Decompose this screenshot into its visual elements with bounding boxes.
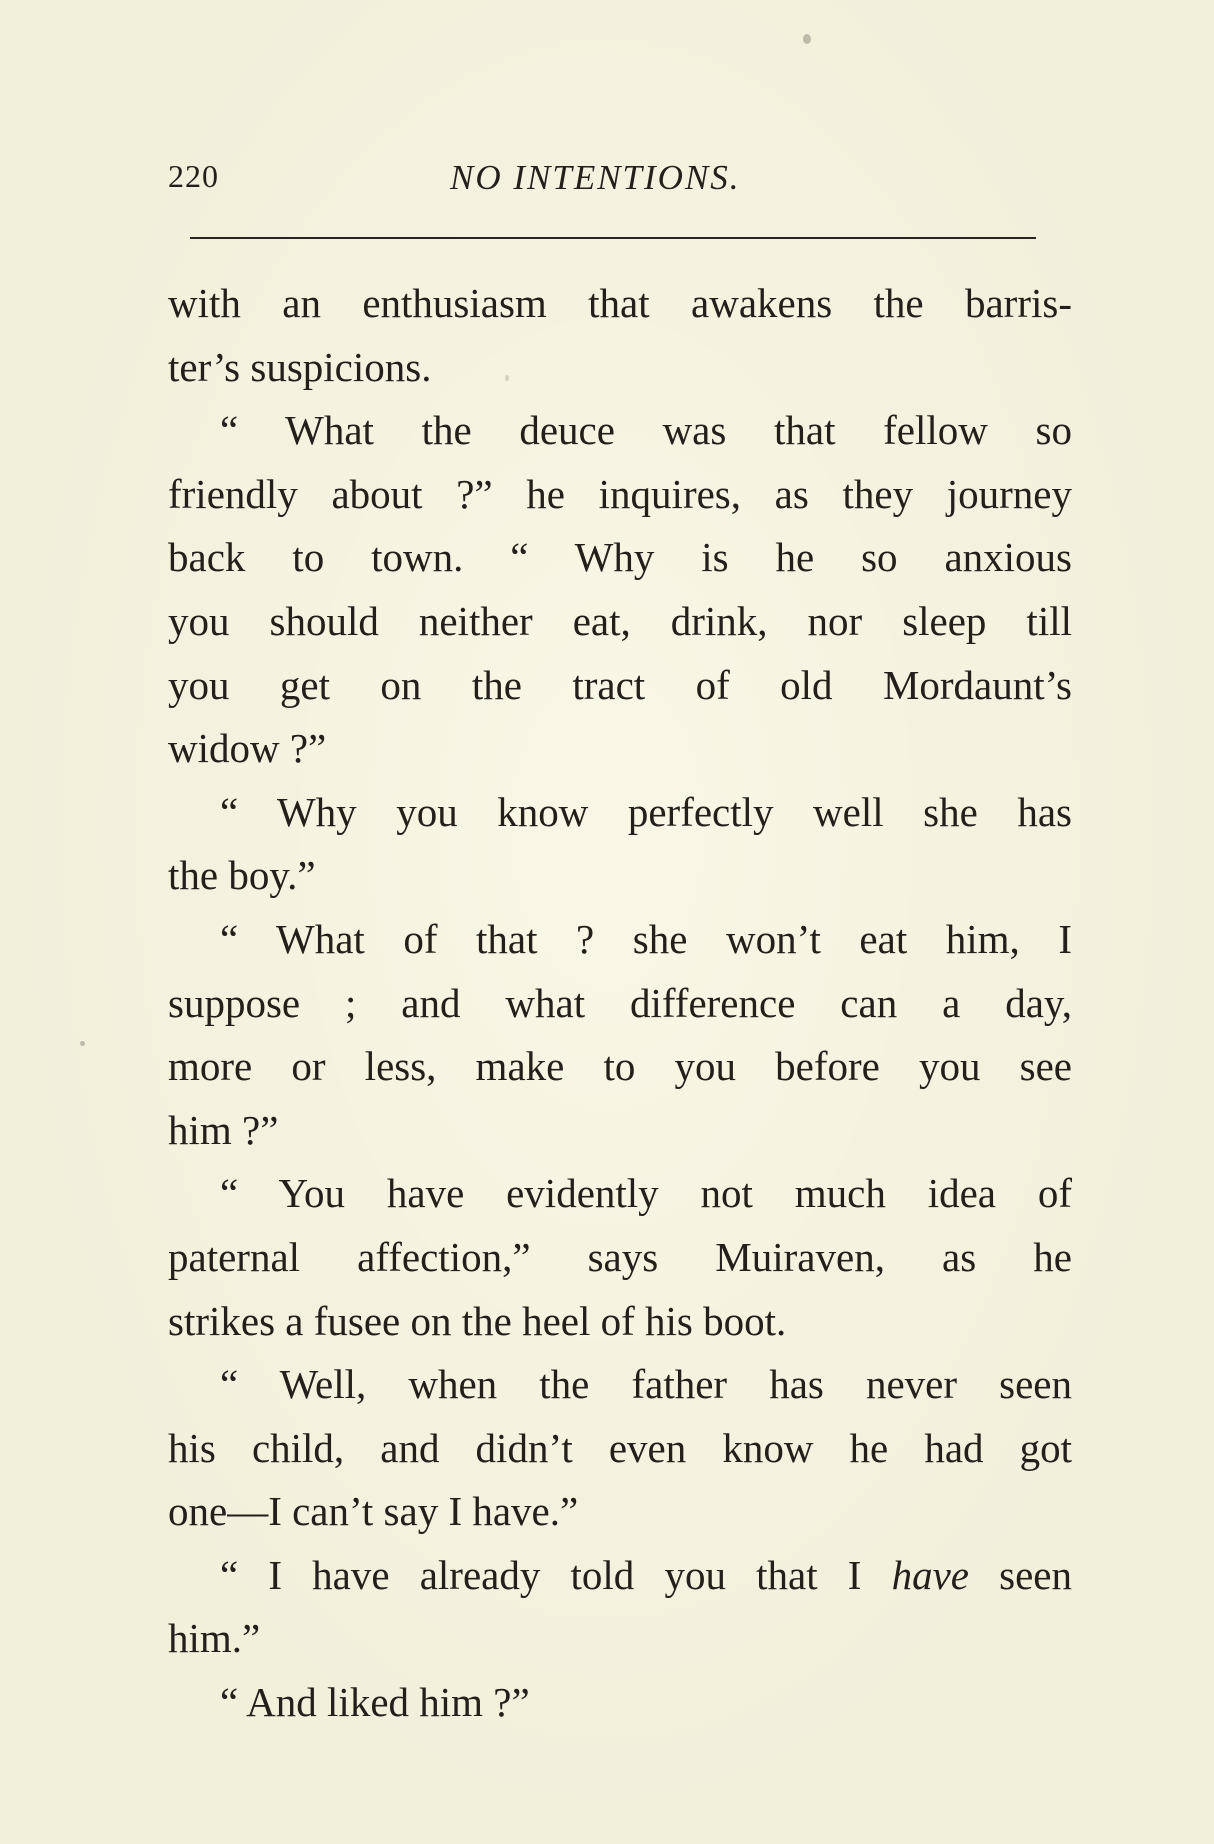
text-run: seen [968, 1551, 1072, 1598]
text-line: widow ?” [168, 725, 327, 772]
text-line: “ And liked him ?” [220, 1679, 530, 1726]
text-line: “ You have evidently not much idea of [220, 1170, 1072, 1217]
running-head [168, 158, 1078, 198]
paper-speck [80, 1041, 85, 1046]
text-line [168, 1544, 1072, 1608]
text-line: one—I can’t say I have.” [168, 1488, 579, 1535]
text-line: back to town. “ Why is he so anxious [168, 534, 1072, 581]
body-text [168, 272, 1072, 1735]
text-line: the boy.” [168, 852, 316, 899]
text-line: you should neither eat, drink, nor sleep till [168, 597, 1072, 644]
text-line: “ Well, when the father has never seen [220, 1361, 1072, 1408]
text-line: “ Why you know perfectly well she has [220, 788, 1072, 835]
text-line: strikes a fusee on the heel of his boot. [168, 1297, 787, 1344]
text-line: you get on the tract of old Mordaunt’s [168, 661, 1072, 708]
text-line: suppose ; and what difference can a day, [168, 979, 1072, 1026]
paper-speck [505, 375, 509, 381]
text-line: “ What of that ? she won’t eat him, I [220, 915, 1072, 962]
header-rule [190, 237, 1036, 239]
text-line: paternal affection,” says Muiraven, as he [168, 1233, 1072, 1280]
italic-emphasis: have [891, 1551, 969, 1598]
text-run: “ I have already told you that I [220, 1551, 892, 1598]
chapter-title: NO INTENTIONS. [450, 158, 741, 197]
text-line: him.” [168, 1615, 261, 1662]
text-line: more or less, make to you before you see [168, 1043, 1072, 1090]
paper-speck [803, 34, 811, 44]
text-line: friendly about ?” he inquires, as they journey [168, 470, 1072, 517]
text-line: “ What the deuce was that fellow so [220, 407, 1072, 454]
text-line: his child, and didn’t even know he had got [168, 1424, 1072, 1471]
page-number: 220 [168, 158, 219, 194]
text-line: with an enthusiasm that awakens the barris- [168, 280, 1072, 326]
text-line: him ?” [168, 1106, 279, 1153]
text-line: ter’s suspicions. [168, 343, 432, 390]
